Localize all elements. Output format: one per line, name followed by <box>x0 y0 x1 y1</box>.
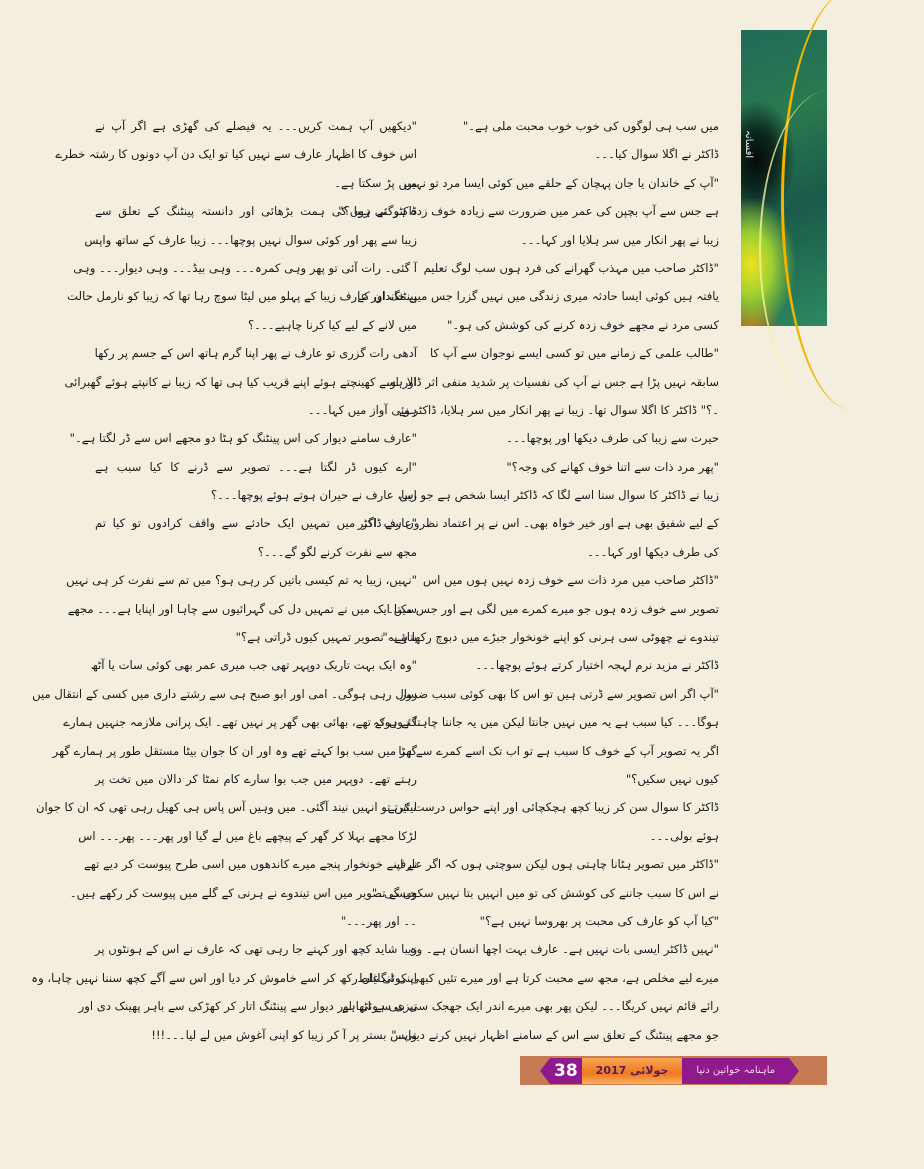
text-line: "عارف سامنے دیوار کی اس پینٹنگ کو ہٹا دو مجھے اس سے ڈر لگتا ہے۔" <box>69 431 417 446</box>
text-line: "آپ کے خاندان یا جان پہچان کے حلقے میں کوئی ایسا مرد تو نہیں <box>403 175 719 190</box>
text-line: نے اس کا سبب جاننے کی کوشش کی تو میں انہیں بتا نہیں سکوں گی۔" <box>371 885 719 900</box>
text-line: میں سب ہی لوگوں کی خوب خوب محبت ملی ہے۔" <box>462 119 719 133</box>
text-line: کی طرف دیکھا اور کہا۔۔۔ <box>587 544 719 559</box>
text-line: ڈاکٹر نے اگلا سوال کیا۔۔۔ <box>594 147 719 162</box>
text-line: ڈاکٹر کا سوال سن کر زیبا کچھ ہچکچائی اور اپنے حواس درست کرتے <box>387 800 719 815</box>
text-line: کسی مرد نے مجھے خوف زدہ کرنے کی کوشش کی ہو۔" <box>447 317 719 332</box>
text-line: تیزی سے اٹھا اور دیوار سے پینٹنگ اتار کر کھڑکی سے باہر پھینک دی اور <box>78 999 417 1014</box>
page-number: 38 <box>550 1058 582 1084</box>
text-line: رہتے تھے۔ دوپہر میں جب بوا سارے کام نمٹا کر دالان میں تخت پر <box>95 771 417 786</box>
text-line: لڑکا مجھے بہلا کر گھر کے پیچھے باغ میں لے گیا اور پھر۔۔۔ پھر۔۔۔ اس <box>78 828 417 843</box>
text-line: گئے ہوئے تھے، بھائی بھی گھر پر نہیں تھے۔ ایک پرانی ملازمہ جنہیں ہمارے <box>63 715 417 730</box>
chevron-left-icon <box>540 1058 550 1084</box>
magazine-name: ماہنامہ خواتین دنیا <box>682 1058 789 1084</box>
text-line: سابقہ نہیں پڑا ہے جس نے آپ کی نفسیات پر شدید منفی اثر ڈالا ہو۔ <box>383 374 719 389</box>
text-line: یافتہ ہیں کوئی ایسا حادثہ میری زندگی میں نہیں گزرا جس میں خاندان کے <box>357 289 719 304</box>
text-line: گھر میں سب بوا کہتے تھے وہ اور ان کا جوان بیٹا مستقل طور پر ہمارے گھر <box>52 743 417 758</box>
text-line: ڈاکٹر نے زیبا کی ہمت بڑھائی اور دانستہ پینٹنگ کے تعلق سے <box>95 204 417 219</box>
text-line: میرے لیے مخلص ہے، مجھ سے محبت کرتا ہے اور میرے تئیں کبھی کوئی غلط <box>357 970 719 985</box>
text-line: میں پڑ سکتا ہے۔ <box>334 175 417 190</box>
text-line: ہوئی آواز میں کہا۔۔۔ <box>307 402 417 417</box>
text-line: "ڈاکٹر میں تصویر ہٹانا چاہتی ہوں لیکن سوچتی ہوں کہ اگر عارف <box>394 857 719 872</box>
text-line: "پھر مرد ذات سے اتنا خوف کھانے کی وجہ؟" <box>506 459 719 474</box>
text-line: میں لانے کے لیے کیا کرنا چاہیے۔۔۔؟ <box>248 317 417 332</box>
text-line: "کیا آپ کو عارف کی محبت پر بھروسا نہیں ہے؟" <box>479 913 719 928</box>
text-line: "نہیں، زیبا یہ تم کیسی باتیں کر رہی ہو؟ میں تم سے نفرت کر ہی نہیں <box>66 573 417 588</box>
text-line: "عارف اگر میں تمہیں ایک حادثے سے واقف کرادوں تو کیا تم <box>95 516 417 531</box>
text-line: سال رہی ہوگی۔ امی اور ابو صبح ہی سے رشتے داری میں کسی کے انتقال میں <box>32 686 417 701</box>
text-line: زیبا سے پھر اور کوئی سوال نہیں پوچھا۔۔۔ زیبا عارف کے ساتھ واپس <box>84 232 417 247</box>
text-line: "ارے کیوں ڈر لگتا ہے۔۔۔ تصویر سے ڈرنے کا کیا سبب ہے <box>95 459 417 474</box>
text-line: "طالب علمی کے زمانے میں تو کسی ایسے نوجوان سے آپ کا <box>429 346 719 361</box>
text-line: زیبا نے ڈاکٹر کا سوال سنا اسے لگا کہ ڈاکٹر ایسا شخص ہے جو اس <box>399 488 719 503</box>
text-line: آ گئی۔ رات آئی تو پھر وہی کمرہ۔۔۔ وہی بیڈ۔۔۔ وہی دیوار۔۔۔ وہی <box>73 260 417 275</box>
text-line: زیبا نے پھر انکار میں سر ہلایا اور کہا۔۔۔ <box>520 232 719 247</box>
text-line: کے لیے شفیق بھی ہے اور خیر خواہ بھی۔ اس نے پر اعتماد نظروں سے ڈاکٹر <box>357 516 719 531</box>
text-line: تیندوے نے چھوٹی سی ہرنی کو اپنے خونخوار جبڑے میں دبوچ رکھا ہے۔" <box>382 630 719 645</box>
text-line: جیسے تصویر میں اس تیندوے نے ہرنی کے گلے میں پیوست کر رکھے ہیں۔ <box>69 885 417 900</box>
text-line: ۔؟" ڈاکٹر کا اگلا سوال تھا۔ زیبا نے پھر انکار میں سر ہلایا، ڈاکٹر نے <box>398 402 719 417</box>
text-line: تصویر سے خوف زدہ ہوں جو میرے کمرے میں لگی ہے اور جس میں ایک <box>373 601 719 616</box>
text-column-left <box>31 112 417 1049</box>
text-line: جو مجھے پینٹنگ کے تعلق سے اس کے سامنے اظہار نہیں کرنے دیتی۔" <box>391 1027 719 1042</box>
text-line: "دیکھیں آپ ہمت کریں۔۔۔ یہ فیصلے کی گھڑی ہے اگر آپ نے <box>95 119 417 133</box>
text-line: ہے جس سے آپ بچپن کی عمر میں ضرورت سے زیادہ خوف زدہ ہوگئی ہوں؟" <box>338 204 719 219</box>
text-line: "ڈاکٹر صاحب میں مرد ذات سے خوف زدہ نہیں ہوں میں اس <box>423 573 719 588</box>
text-line: ۔۔ اور پھر۔۔۔" <box>340 913 417 928</box>
text-line: "نہیں ڈاکٹر ایسی بات نہیں ہے۔ عارف بہت اچھا انسان ہے۔ وہ <box>409 942 719 957</box>
text-line: لیٹیں تو انہیں نیند آگئی۔ میں وہیں آس پاس ہی کھیل رہی تھی کہ ان کا جوان <box>35 800 417 815</box>
text-line: اپنی انگلیاں رکھ کر اسے خاموش کر دیا اور اس سے آگے کچھ سننا نہیں چاہا، وہ <box>31 970 417 985</box>
text-line: "وہ ایک بہت تاریک دوپہر تھی جب میری عمر بھی کوئی سات یا آٹھ <box>90 658 417 673</box>
text-line: ہوگا۔۔۔ کیا سبب ہے یہ میں نہیں جانتا لیکن میں یہ جاننا چاہتا ہوں کہ <box>372 715 719 730</box>
text-line: مجھ سے نفرت کرنے لگو گے۔۔۔؟ <box>257 544 417 559</box>
chevron-right-icon <box>789 1058 799 1084</box>
text-line: زیبا شاید کچھ اور کہنے جا رہی تھی کہ عارف نے اس کے ہونٹوں پر <box>94 942 417 957</box>
text-line: "ڈاکٹر صاحب میں مہذب گھرانے کی فرد ہوں سب لوگ تعلیم <box>423 260 719 275</box>
text-line: اور اسے کھینچتے ہوئے اپنے قریب کیا ہی تھا کہ زیبا نے کانپتے ہوئے گھبرائی <box>64 374 417 389</box>
text-line: ہوئے بولی۔۔۔ <box>649 828 719 843</box>
page-footer <box>540 1058 799 1084</box>
decorative-arc <box>759 90 901 410</box>
text-line: نے اپنے خونخوار پنجے میرے کاندھوں میں اسی طرح پیوست کر دیے تھے <box>83 857 417 872</box>
text-line: بتاؤ یہ تصویر تمہیں کیوں ڈراتی ہے؟" <box>235 630 417 645</box>
story-category-title: افسانہ <box>743 130 754 159</box>
text-line: کیوں نہیں سکیں؟" <box>625 771 719 786</box>
text-line: پینٹنگ اور عارف زیبا کے پہلو میں لیٹا سوچ رہا تھا کہ زیبا کو نارمل حالت <box>67 289 417 304</box>
text-line: ڈاکٹر نے مزید نرم لہجہ اختیار کرتے ہوئے پوچھا۔۔۔ <box>475 658 719 673</box>
text-line: سکتا۔۔۔ میں نے تمہیں دل کی گہرائیوں سے چاہا اور اپنایا ہے۔۔۔ مجھے <box>67 601 417 616</box>
text-line: حیرت سے زیبا کی طرف دیکھا اور پوچھا۔۔۔ <box>506 431 719 446</box>
text-line: آدھی رات گزری تو عارف نے پھر اپنا گرم ہاتھ اس کے جسم پر رکھا <box>94 346 417 361</box>
text-line: اس خوف کا اظہار عارف سے نہیں کیا تو ایک دن آپ دونوں کا رشتہ خطرے <box>55 147 417 162</box>
text-line: "آپ اگر اس تصویر سے ڈرتی ہیں تو اس کا بھی کوئی سبب ضرور <box>400 686 719 701</box>
text-line: زیبا، عارف نے حیران ہوتے ہوئے پوچھا۔۔۔؟ <box>211 488 417 503</box>
text-line: رائے قائم نہیں کریگا۔۔۔ لیکن پھر بھی میرے اندر ایک جھجک سی بنی ہوئی ہے <box>342 999 719 1014</box>
issue-date: جولائی 2017 <box>582 1058 683 1084</box>
text-line: واپس بستر پر آ کر زیبا کو اپنی آغوش میں لے لیا۔۔۔!!! <box>151 1027 417 1042</box>
text-line: اگر یہ تصویر آپ کے خوف کا سبب ہے تو اب تک اسے کمرے سے ہٹا <box>398 743 719 758</box>
header-artwork <box>741 30 827 326</box>
